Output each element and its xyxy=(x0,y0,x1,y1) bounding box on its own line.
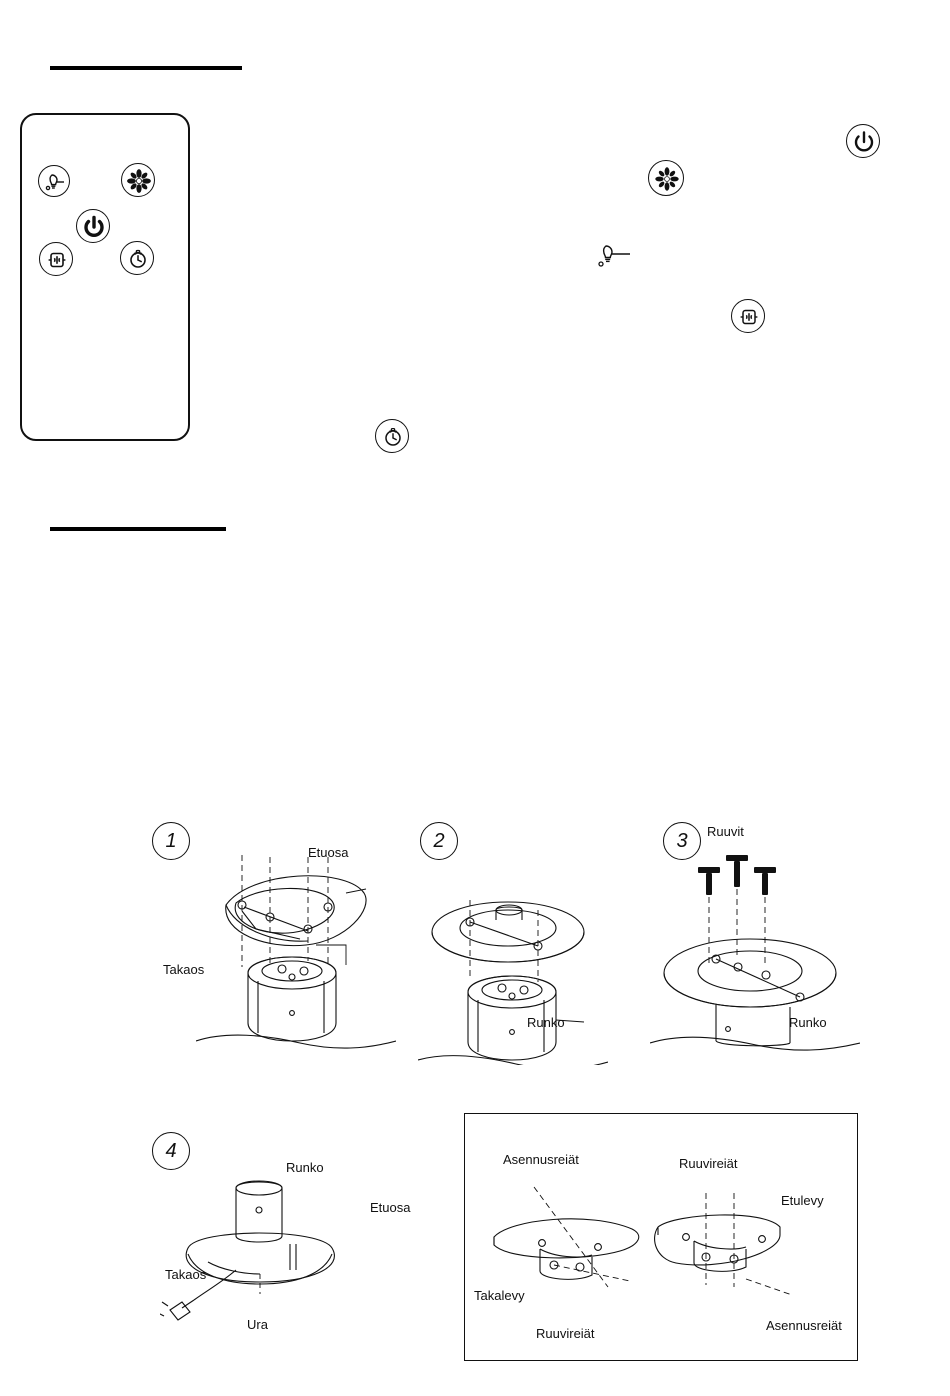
step-4-figure xyxy=(160,1170,400,1355)
timer-clock-icon xyxy=(375,419,409,453)
step-3-figure xyxy=(650,845,860,1065)
step-1-label-etuosa: Etuosa xyxy=(308,845,349,860)
step-4-label-runko: Runko xyxy=(286,1160,324,1175)
fan-blades-icon[interactable] xyxy=(121,163,155,197)
step-2-figure xyxy=(418,870,608,1070)
remote-control-body xyxy=(20,113,190,441)
mode-icon xyxy=(731,299,765,333)
timer-clock-icon[interactable] xyxy=(120,241,154,275)
detail-label-asennusreiat-right: Asennusreiät xyxy=(766,1318,842,1333)
detail-label-asennusreiat-left: Asennusreiät xyxy=(503,1152,579,1167)
power-icon xyxy=(846,124,880,158)
detail-label-ruuvireiat-bottom: Ruuvireiät xyxy=(536,1326,595,1341)
detail-label-ruuvireiat-top: Ruuvireiät xyxy=(679,1156,738,1171)
step-4-label-etuosa: Etuosa xyxy=(370,1200,411,1215)
step-2-label-runko: Runko xyxy=(527,1015,565,1030)
step-4-label-ura: Ura xyxy=(247,1317,268,1332)
step-1-figure xyxy=(196,845,396,1065)
section-divider-middle xyxy=(50,527,226,531)
light-bulb-icon xyxy=(596,239,636,273)
mode-icon[interactable] xyxy=(39,242,73,276)
light-bulb-icon[interactable] xyxy=(38,165,70,197)
fan-blades-icon xyxy=(648,160,684,196)
step-4-label-takaos: Takaos xyxy=(165,1267,207,1282)
step-number-3: 3 xyxy=(663,822,701,860)
step-3-label-runko: Runko xyxy=(789,1015,827,1030)
detail-label-takalevy: Takalevy xyxy=(474,1288,525,1303)
step-number-2: 2 xyxy=(420,822,458,860)
step-1-label-takaos: Takaos xyxy=(163,962,205,977)
power-icon[interactable] xyxy=(76,209,110,243)
detail-label-etulevy: Etulevy xyxy=(781,1193,824,1208)
step-3-label-ruuvit: Ruuvit xyxy=(707,824,744,839)
step-number-4: 4 xyxy=(152,1132,190,1170)
step-number-1: 1 xyxy=(152,822,190,860)
section-divider-top xyxy=(50,66,242,70)
